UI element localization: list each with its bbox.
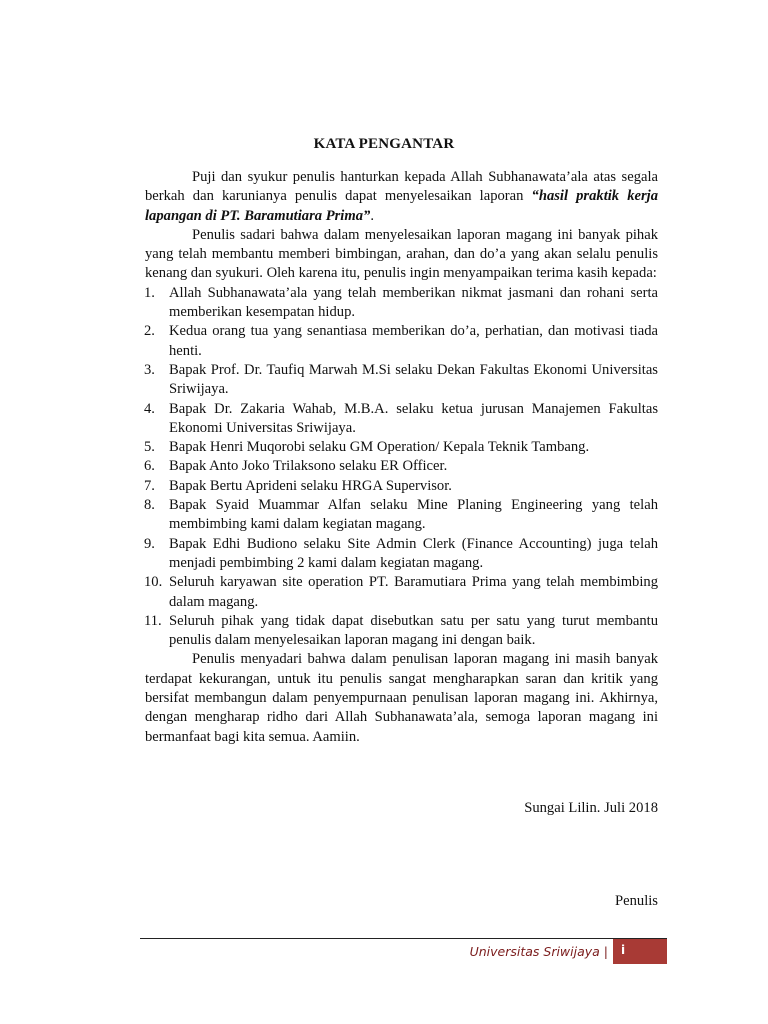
- list-item-number: 8.: [144, 497, 155, 514]
- document-body: [145, 168, 658, 747]
- report-title-emphasis: “hasil praktik kerja lapangan di PT. Baramutiara Prima”: [145, 188, 659, 224]
- footer-university: Universitas Sriwijaya |: [469, 944, 608, 959]
- list-item: [145, 457, 658, 476]
- list-item-number: 1.: [144, 284, 155, 301]
- list-item-text: Bapak Edhi Budiono selaku Site Admin Clerk (Finance Accounting) juga telah menjadi pembimbing 2 kami dalam kegiatan magang.: [169, 535, 658, 571]
- list-item-text: Bapak Anto Joko Trilaksono selaku ER Officer.: [169, 458, 448, 475]
- list-item: [145, 322, 658, 361]
- list-item: [145, 573, 658, 612]
- list-item-number: 10.: [144, 574, 163, 591]
- list-item: [145, 477, 658, 496]
- list-item-number: 2.: [144, 323, 155, 340]
- paragraph-intro-text: Puji dan syukur penulis hanturkan kepada Allah Subhanawata’ala atas segala berkah dan karunianya penulis dapat menyelesaikan laporan: [145, 169, 658, 205]
- list-item-text: Seluruh pihak yang tidak dapat disebutkan satu per satu yang turut membantu penulis dalam menyelesaikan laporan magang ini dengan baik.: [169, 612, 658, 649]
- list-item-number: 11.: [144, 612, 162, 629]
- list-item: [145, 612, 658, 651]
- list-item-text: Kedua orang tua yang senantiasa memberikan do’a, perhatian, dan motivasi tiada henti.: [169, 323, 658, 359]
- list-item-text: Bapak Dr. Zakaria Wahab, M.B.A. selaku ketua jurusan Manajemen Fakultas Ekonomi Universitas Sriwijaya.: [169, 400, 658, 436]
- paragraph-intro-end: .: [370, 207, 374, 224]
- page-title: KATA PENGANTAR: [313, 136, 455, 152]
- list-item: [145, 400, 658, 439]
- list-item-text: Bapak Prof. Dr. Taufiq Marwah M.Si selaku Dekan Fakultas Ekonomi Universitas Sriwijaya.: [169, 361, 658, 398]
- list-item-text: Bapak Henri Muqorobi selaku GM Operation/ Kepala Teknik Tambang.: [169, 439, 590, 456]
- footer-divider: [140, 938, 667, 939]
- list-item-text: Seluruh karyawan site operation PT. Baramutiara Prima yang telah membimbing dalam magang.: [169, 574, 658, 610]
- list-item-text: Allah Subhanawata’ala yang telah memberikan nikmat jasmani dan rohani serta memberikan kesempatan hidup.: [169, 284, 658, 321]
- signature-label: Penulis: [615, 893, 658, 909]
- list-item-number: 5.: [144, 439, 155, 456]
- list-item: [145, 438, 658, 457]
- paragraph-intro: [145, 168, 658, 226]
- list-item: [145, 496, 658, 535]
- list-item-number: 4.: [144, 400, 155, 417]
- list-item-number: 7.: [144, 477, 155, 494]
- list-item: [145, 361, 658, 400]
- place-date: Sungai Lilin. Juli 2018: [524, 800, 658, 816]
- paragraph-gratitude: Penulis sadari bahwa dalam menyelesaikan laporan magang ini banyak pihak yang telah membantu memberi bimbingan, arahan, dan do’a yang akan selalu penulis kenang dan syukuri. Oleh karena itu, penulis ingin menyampaikan terima kasih kepada:: [145, 226, 658, 282]
- list-item-text: Bapak Bertu Aprideni selaku HRGA Supervisor.: [169, 477, 452, 494]
- list-item-text: Bapak Syaid Muammar Alfan selaku Mine Planing Engineering yang telah membimbing kami dalam kegiatan magang.: [169, 497, 658, 533]
- list-item: [145, 284, 658, 323]
- list-item: [145, 535, 658, 574]
- paragraph-closing: Penulis menyadari bahwa dalam penulisan laporan magang ini masih banyak terdapat kekurangan, untuk itu penulis sangat mengharapkan saran dan kritik yang bersifat membangun dalam penyempurnaan penulisan laporan magang ini. Akhirnya, dengan mengharap ridho dari Allah Subhanawata’ala, semoga laporan magang ini bermanfaat bagi kita semua. Aamiin.: [145, 651, 658, 745]
- page-number: i: [621, 943, 626, 957]
- list-item-number: 3.: [144, 361, 155, 378]
- page-number-badge: [613, 939, 667, 964]
- acknowledgement-list: [145, 284, 658, 651]
- list-item-number: 6.: [144, 458, 155, 475]
- list-item-number: 9.: [144, 535, 155, 552]
